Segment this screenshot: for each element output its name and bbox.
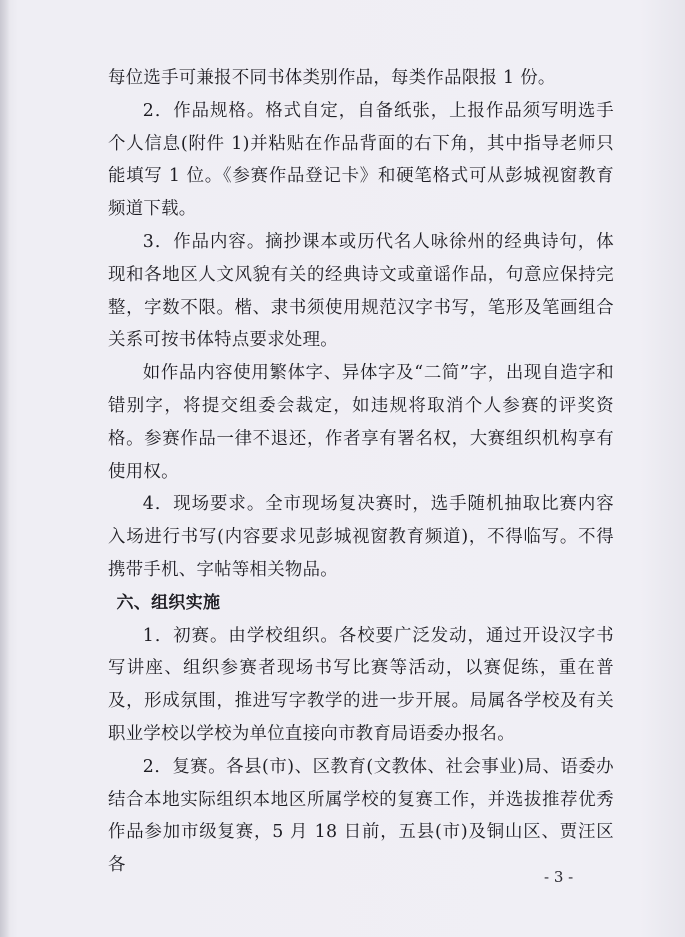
section-heading-organization: 六、组织实施 [116, 592, 221, 613]
paragraph-work-format: 2．作品规格。格式自定，自备纸张，上报作品须写明选手个人信息(附件 1)并粘贴在作品背面的右下角，其中指导老师只能填写 1 位。《参赛作品登记卡》和硬笔格式可从彭城视窗教育频道下载。 [108, 100, 614, 220]
paragraph-onsite-requirements: 4．现场要求。全市现场复决赛时，选手随机抽取比赛内容入场进行书写(内容要求见彭城视窗教育频道)，不得临写。不得携带手机、字帖等相关物品。 [108, 494, 614, 580]
document-body [108, 62, 614, 882]
paragraph-work-content: 3．作品内容。摘抄课本或历代名人咏徐州的经典诗句，体现和各地区人文风貌有关的经典诗文或童谣作品，句意应保持完整，字数不限。楷、隶书须使用规范汉字书写，笔形及笔画组合关系可按书体特点要求处理。 [108, 231, 614, 351]
paragraph-character-rules: 如作品内容使用繁体字、异体字及“二简”字，出现自造字和错别字，将提交组委会裁定，如违规将取消个人参赛的评奖资格。参赛作品一律不退还，作者享有署名权，大赛组织机构享有使用权。 [108, 363, 614, 482]
page-number: - 3 - [544, 868, 574, 886]
paragraph-preliminary-round: 1．初赛。由学校组织。各校要广泛发动，通过开设汉字书写讲座、组织参赛者现场书写比赛等活动，以赛促练，重在普及，形成氛围，推进写字教学的进一步开展。局属各学校及有关职业学校以学校为单位直接向市教育局语委办报名。 [108, 625, 614, 744]
paragraph-second-round: 2．复赛。各县(市)、区教育(文教体、社会事业)局、语委办结合本地实际组织本地区所属学校的复赛工作，并选拔推荐优秀作品参加市级复赛，5 月 18 日前，五县(市)及铜山区、贾汪区各 [108, 756, 614, 876]
page-edge-shadow [0, 0, 10, 937]
paragraph-entry-limit: 每位选手可兼报不同书体类别作品，每类作品限报 1 份。 [108, 68, 556, 88]
